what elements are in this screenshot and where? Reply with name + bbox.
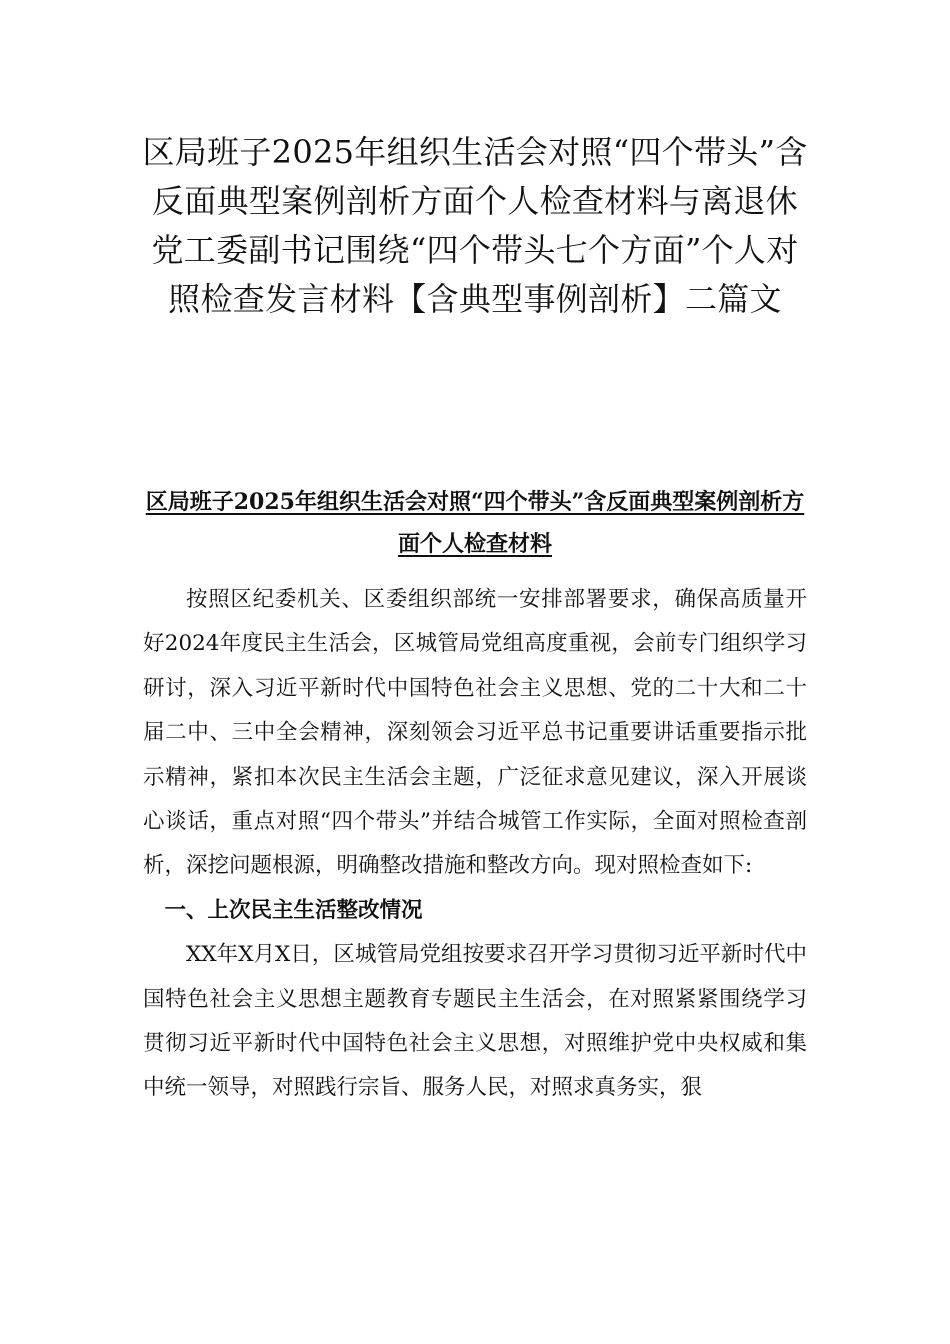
previous-meeting-paragraph: XX年X月X日，区城管局党组按要求召开学习贯彻习近平新时代中国特色社会主义思想主题教育专题民主生活会，在对照紧紧围绕学习贯彻习近平新时代中国特色社会主义思想，对照维护党中央权威和集中统一领导，对照践行宗旨、服务人民，对照求真务实，狠 — [143, 942, 807, 1101]
section-title: 区局班子2025年组织生活会对照“四个带头”含反面典型案例剖析方面个人检查材料 — [145, 489, 805, 557]
intro-paragraph: 按照区纪委机关、区委组织部统一安排部署要求，确保高质量开好2024年度民主生活会，区城管局党组高度重视，会前专门组织学习研讨，深入习近平新时代中国特色社会主义思想、党的二十大和二十届二中、三中全会精神，深刻领会习近平总书记重要讲话重要指示批示精神，紧扣本次民主生活会主题，广泛征求意见建议，深入开展谈心谈话，重点对照“四个带头”并结合城管工作实际，全面对照检查剖析，深挖问题根源，明确整改措施和整改方向。现对照检查如下: — [143, 587, 807, 879]
document-body — [143, 578, 807, 1111]
document-title: 区局班子2025年组织生活会对照“四个带头”含反面典型案例剖析方面个人检查材料与离退休党工委副书记围绕“四个带头七个方面”个人对照检查发言材料【含典型事例剖析】二篇文 — [142, 133, 808, 318]
heading-previous-rectification: 一、上次民主生活整改情况 — [164, 897, 423, 923]
